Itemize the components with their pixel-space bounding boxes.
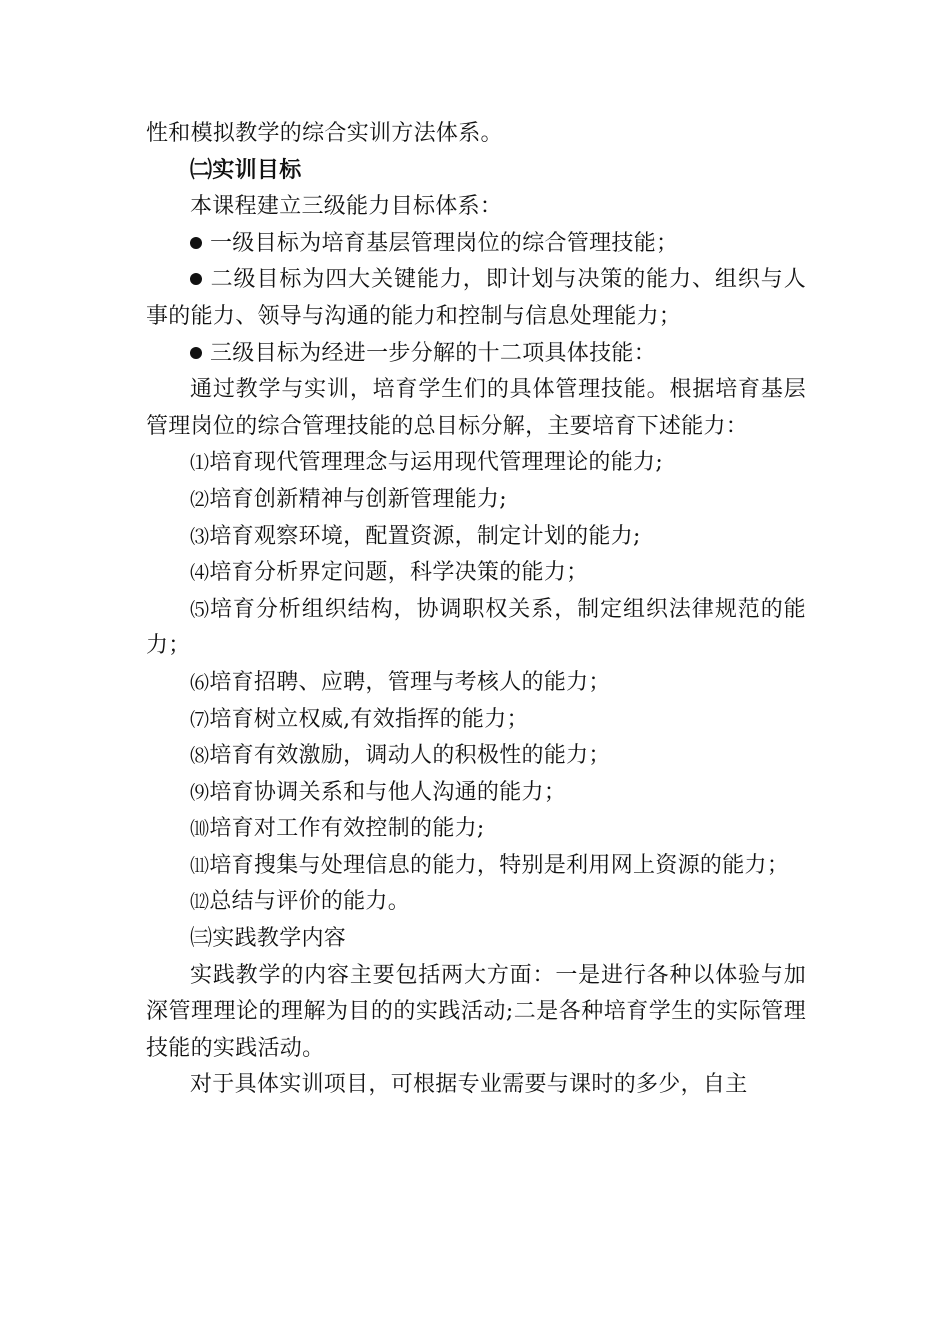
ability-item	[146, 811, 806, 848]
ability-number: ⑾	[190, 854, 210, 877]
ability-text: 总结与评价的能力。	[209, 889, 411, 915]
bullet-item	[146, 262, 806, 335]
bullet-text: 一级目标为培育基层管理岗位的综合管理技能；	[210, 230, 679, 256]
ability-number: ⑹	[190, 671, 210, 694]
bullet-item	[146, 226, 806, 263]
bullet-item	[146, 336, 806, 373]
ability-number: ⑻	[190, 745, 210, 768]
goals-summary: 通过教学与实训，培育学生们的具体管理技能。根据培育基层管理岗位的综合管理技能的总目标分解，主要培育下述能力：	[146, 377, 806, 439]
ability-text: 培育现代管理理念与运用现代管理理论的能力;	[209, 450, 664, 476]
ability-text: 培育创新精神与创新管理能力;	[209, 486, 507, 512]
section-heading-training-goals: ㈡实训目标	[190, 157, 302, 183]
ability-number: ⑺	[190, 708, 210, 731]
document-page	[146, 116, 806, 1104]
bullet-text: 三级目标为经进一步分解的十二项具体技能：	[210, 340, 657, 366]
ability-item	[146, 665, 806, 702]
bullet-icon	[190, 273, 202, 285]
bullet-icon	[190, 347, 202, 359]
section-heading-practice-content: ㈢实践教学内容	[190, 926, 347, 952]
ability-text: 培育分析界定问题，科学决策的能力；	[209, 560, 589, 586]
ability-item	[146, 519, 806, 556]
ability-item	[146, 555, 806, 592]
ability-text: 培育招聘、应聘，管理与考核人的能力；	[209, 669, 611, 695]
ability-item	[146, 592, 806, 665]
ability-number: ⑵	[190, 488, 210, 511]
bullet-text: 二级目标为四大关键能力，即计划与决策的能力、组织与人事的能力、领导与沟通的能力和控制与信息处理能力；	[146, 267, 806, 329]
ability-number: ⑽	[190, 818, 210, 841]
ability-item	[146, 738, 806, 775]
ability-text: 培育对工作有效控制的能力;	[209, 816, 485, 842]
ability-number: ⑼	[190, 781, 210, 804]
ability-text: 培育分析组织结构，协调职权关系，制定组织法律规范的能力；	[146, 596, 806, 659]
practice-paragraph: 对于具体实训项目，可根据专业需要与课时的多少，自主	[190, 1072, 748, 1098]
ability-item	[146, 884, 806, 921]
practice-paragraph: 实践教学的内容主要包括两大方面：一是进行各种以体验与加深管理理论的理解为目的的实践活动;二是各种培育学生的实际管理技能的实践活动。	[146, 962, 806, 1061]
goals-intro: 本课程建立三级能力目标体系：	[190, 194, 503, 220]
ability-text: 培育观察环境，配置资源，制定计划的能力;	[209, 523, 641, 549]
ability-number: ⑴	[190, 452, 210, 475]
ability-text: 培育树立权威,有效指挥的能力；	[209, 706, 529, 732]
ability-number: ⑿	[190, 891, 210, 914]
ability-item	[146, 702, 806, 739]
ability-text: 培育搜集与处理信息的能力，特别是利用网上资源的能力；	[209, 852, 790, 878]
ability-item	[146, 445, 806, 482]
ability-number: ⑷	[190, 562, 210, 585]
bullet-icon	[190, 237, 202, 249]
ability-number: ⑶	[190, 525, 210, 548]
ability-item	[146, 482, 806, 519]
ability-text: 培育有效激励，调动人的积极性的能力；	[209, 743, 611, 769]
ability-number: ⑸	[190, 598, 210, 621]
ability-item	[146, 775, 806, 812]
ability-item	[146, 848, 806, 885]
ability-text: 培育协调关系和与他人沟通的能力；	[209, 779, 567, 805]
continuation-text: 性和模拟教学的综合实训方法体系。	[146, 121, 503, 146]
